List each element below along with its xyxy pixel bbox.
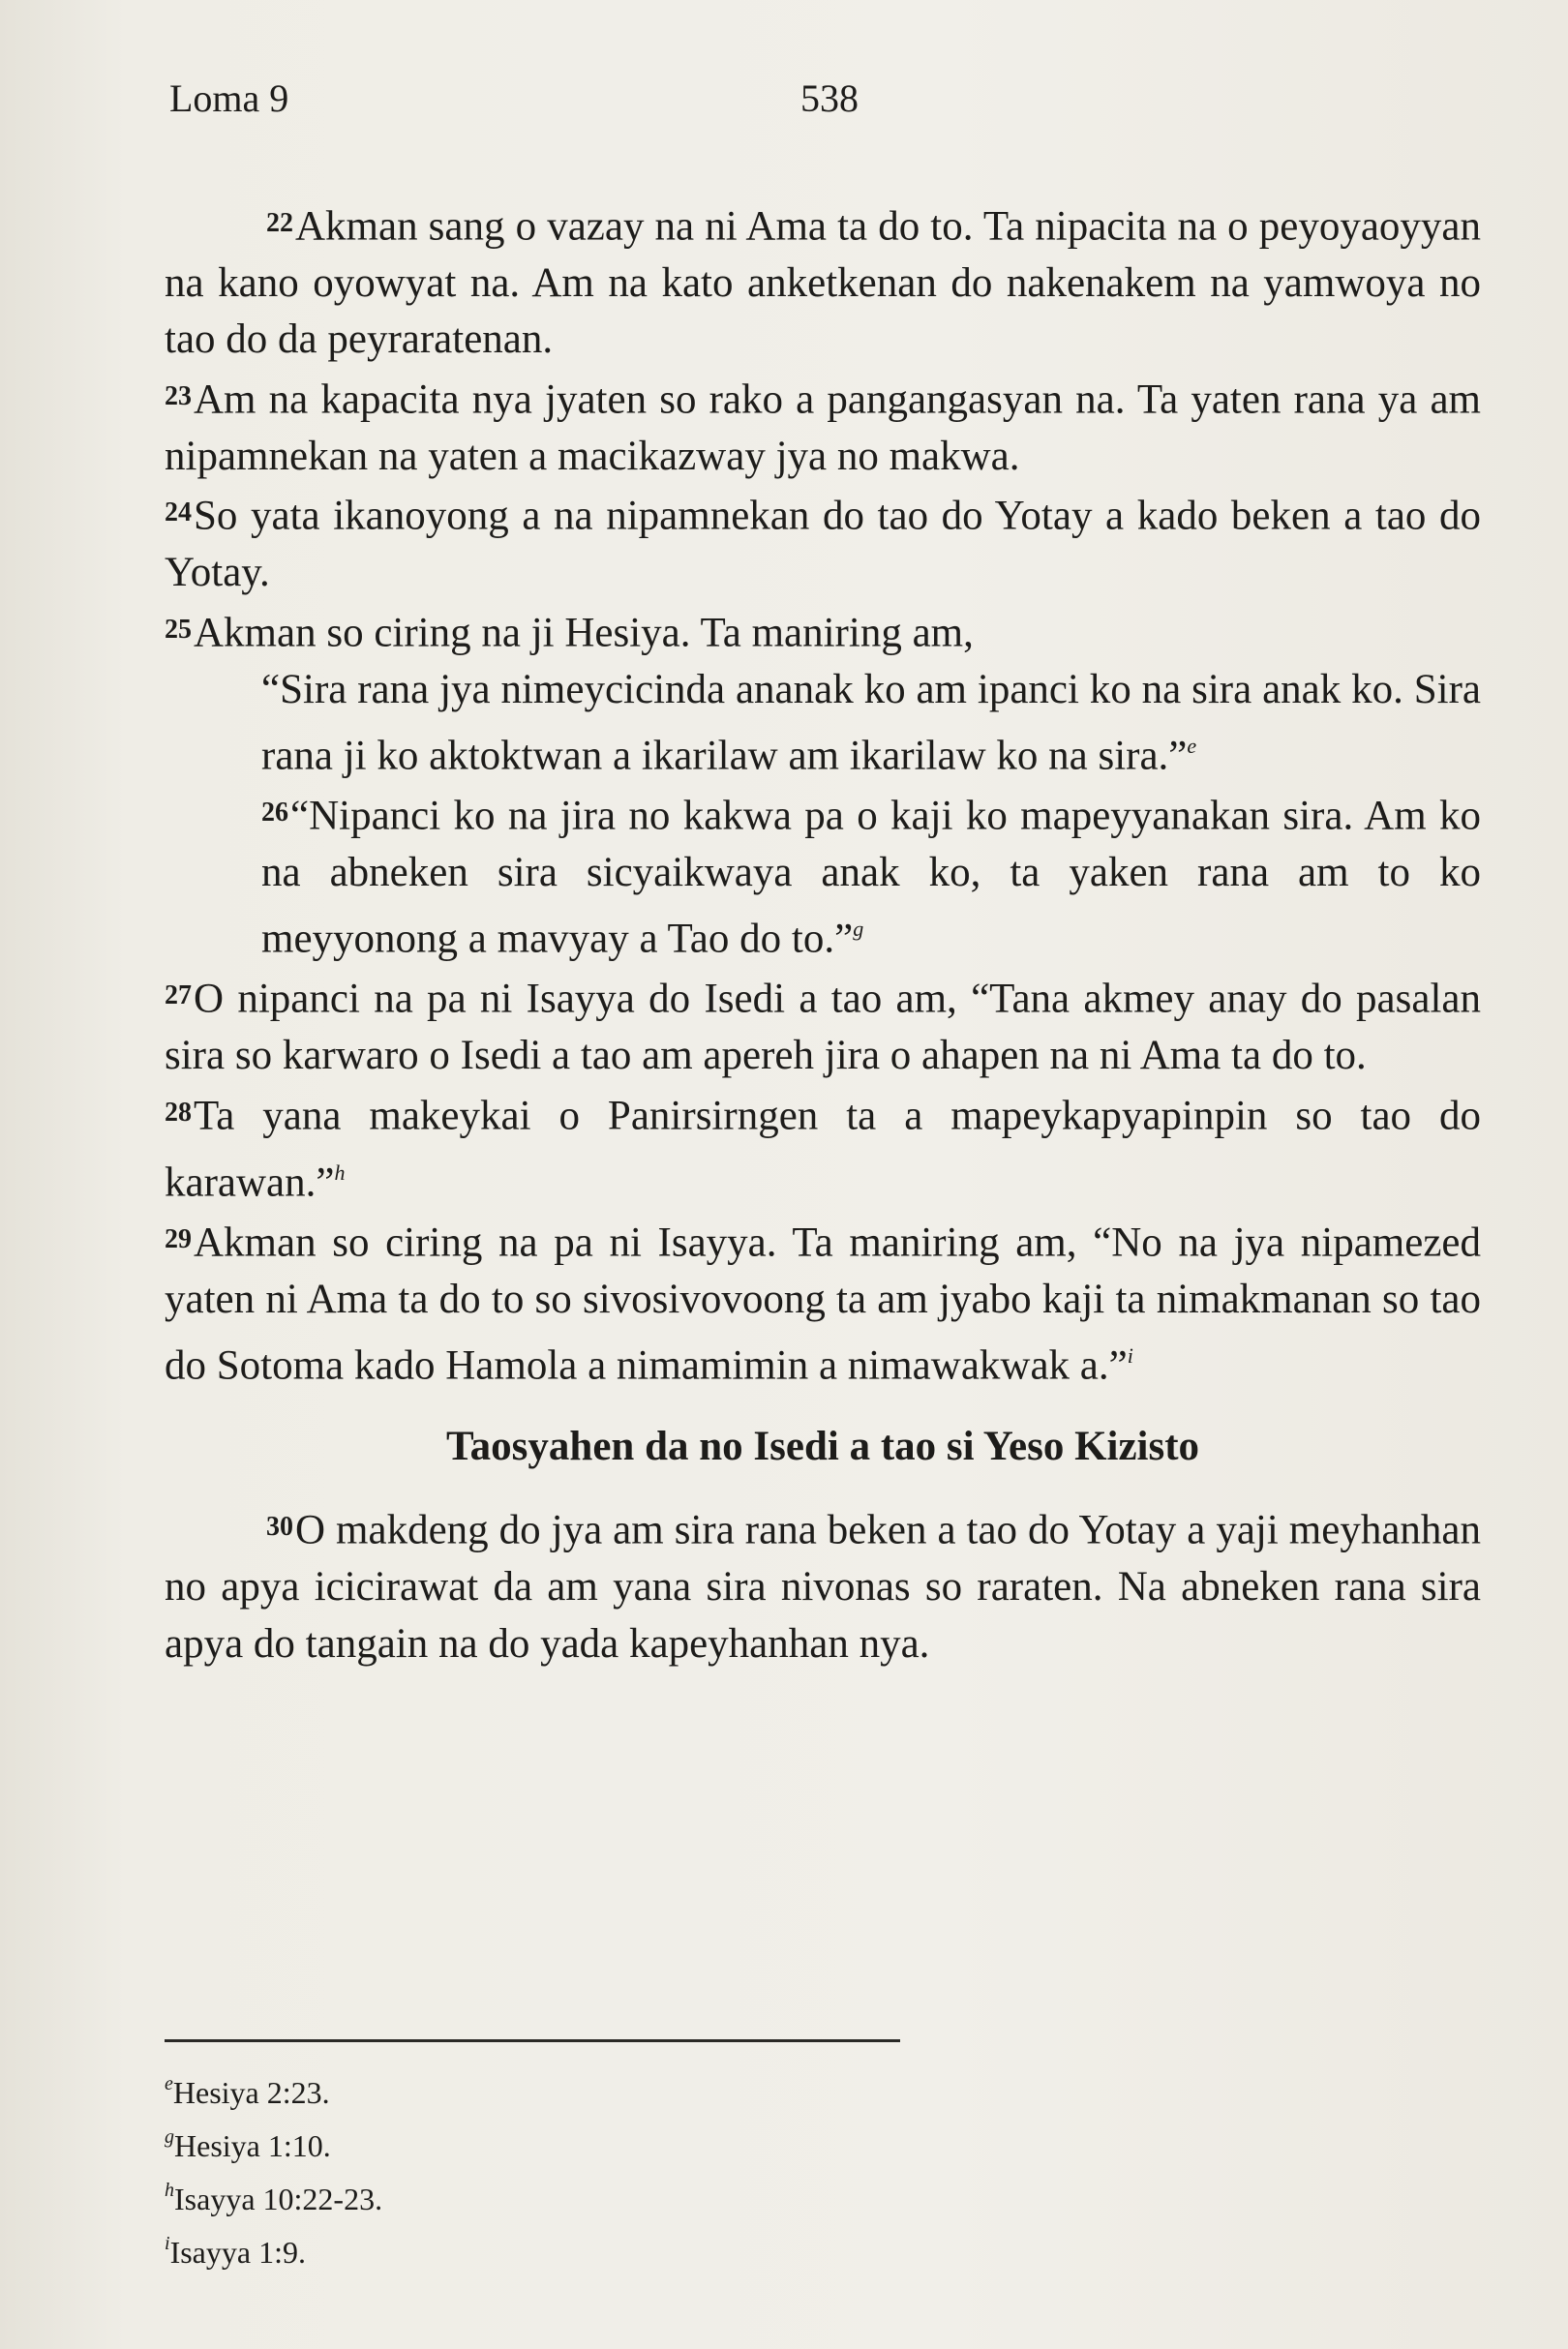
verse-28 [165, 1085, 1481, 1212]
footnote-marker[interactable]: g [853, 917, 864, 942]
verse-number: 24 [165, 497, 192, 528]
verse-text: O nipanci na pa ni Isayya do Isedi a tao am, “Tana akmey anay do pasalan sira so karwaro o Isedi a tao am apereh jira o ahapen na ni Ama ta do to. [165, 976, 1481, 1079]
verse-25-quote [261, 662, 1481, 786]
verse-23 [165, 369, 1481, 485]
footnote-text: Hesiya 2:23. [172, 2075, 330, 2110]
verse-number: 23 [165, 380, 192, 411]
verse-text: So yata ikanoyong a na nipamnekan do tao do Yotay a kado beken a tao do Yotay. [165, 493, 1481, 596]
verse-text: “Nipanci ko na jira no kakwa pa o kaji ko mapeyyanakan sira. Am ko na abneken sira sicyaikwaya anak ko, ta yaken rana am to ko meyyonong a mavyay a Tao do to.” [261, 793, 1481, 962]
verse-text: Akman so ciring na ji Hesiya. Ta maniring am, [194, 610, 974, 656]
footnote-mark: e [165, 2073, 173, 2094]
verse-text: Am na kapacita nya jyaten so rako a pangangasyan na. Ta yaten rana ya am nipamnekan na yaten a macikazway jya no makwa. [165, 376, 1481, 479]
verse-30 [165, 1499, 1481, 1672]
verse-text: O makdeng do jya am sira rana beken a tao do Yotay a yaji meyhanhan no apya icicirawat da am yana sira nivonas so raraten. Na abneken rana sira apya do tangain na do yada kapeyhanhan nya. [165, 1507, 1481, 1667]
quote-text: “Sira rana jya nimeycicinda ananak ko am ipanci ko na sira anak ko. Sira rana ji ko aktoktwan a ikarilaw am ikarilaw ko na sira.” [261, 666, 1481, 779]
verse-24 [165, 485, 1481, 601]
book-chapter-title: Loma 9 [169, 76, 289, 120]
verse-text: Ta yana makeykai o Panirsirngen ta a mapeykapyapinpin so tao do karawan.” [165, 1093, 1481, 1206]
footnote-text: Isayya 10:22-23. [174, 2182, 383, 2216]
footnote-divider [165, 2039, 900, 2042]
footnote-text: Isayya 1:9. [169, 2235, 306, 2270]
footnote-marker[interactable]: h [334, 1159, 346, 1185]
verse-text: Akman so ciring na pa ni Isayya. Ta maniring am, “No na jya nipamezed yaten ni Ama ta do to so sivosivovoong ta am jyabo kaji ta nimakmanan so tao do Sotoma kado Hamola a nimamimin a nimawakwak a.” [165, 1220, 1481, 1389]
verse-number: 26 [261, 798, 288, 828]
verse-26 [261, 785, 1481, 968]
verse-25 [165, 602, 1481, 662]
footnotes [165, 2062, 842, 2274]
footnote-text: Hesiya 1:10. [174, 2128, 331, 2163]
verse-number: 22 [266, 208, 293, 238]
footnote-mark: h [165, 2180, 174, 2201]
running-header [169, 75, 1486, 134]
scripture-text [165, 196, 1481, 1672]
page-number: 538 [800, 76, 859, 120]
verse-number: 25 [165, 614, 192, 645]
footnote-marker[interactable]: e [1187, 734, 1197, 759]
verse-number: 27 [165, 980, 192, 1011]
verse-number: 28 [165, 1097, 192, 1128]
verse-number: 29 [165, 1223, 192, 1254]
verse-27 [165, 968, 1481, 1084]
footnote-mark: g [165, 2126, 174, 2148]
footnote-e [165, 2062, 842, 2115]
footnote-marker[interactable]: i [1127, 1343, 1133, 1369]
verse-text: Akman sang o vazay na ni Ama ta do to. Ta nipacita na o peyoyaoyyan na kano oyowyat na. Am na kato anketkenan do nakenakem na yamwoya no tao do da peyraratenan. [165, 203, 1481, 363]
footnote-i [165, 2221, 842, 2274]
section-heading: Taosyahen da no Isedi a tao si Yeso Kizisto [445, 1424, 1200, 1470]
footnote-h [165, 2168, 842, 2221]
verse-22 [165, 196, 1481, 369]
verse-29 [165, 1212, 1481, 1395]
footnote-mark: i [165, 2233, 170, 2254]
footnote-g [165, 2115, 842, 2168]
verse-number: 30 [266, 1512, 293, 1543]
